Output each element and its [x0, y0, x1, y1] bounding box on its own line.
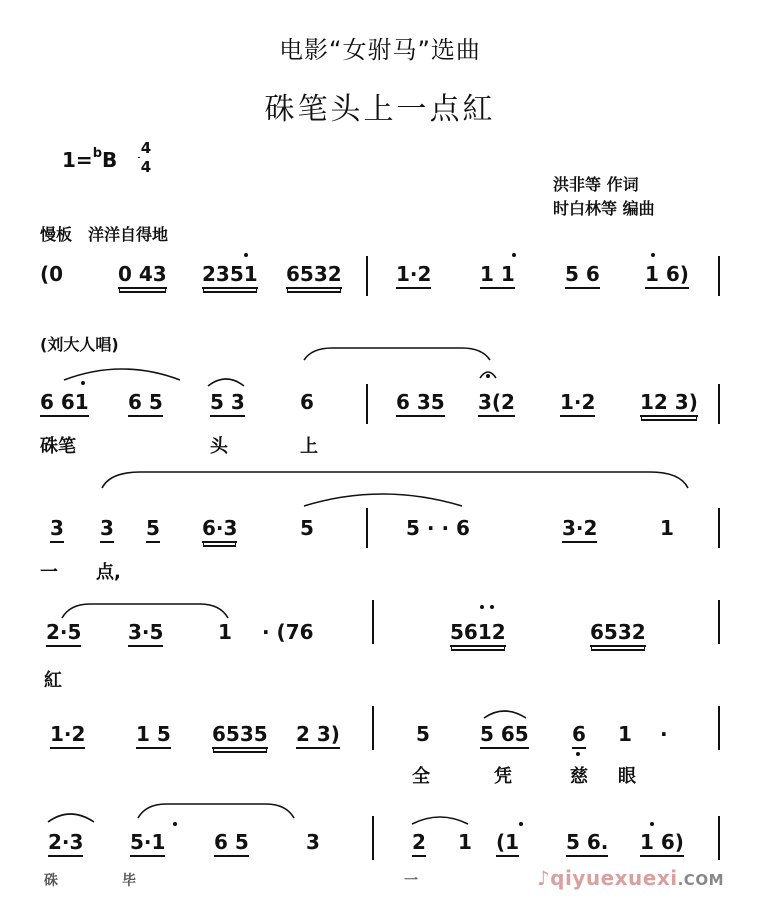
note: 3·5	[128, 620, 163, 644]
bar-line	[718, 600, 720, 644]
slur	[206, 374, 246, 388]
note: 6535	[212, 722, 268, 746]
singer-label: (刘大人唱)	[40, 335, 119, 354]
tempo-marking: 慢板 洋洋自得地	[40, 225, 169, 244]
note: 5·1	[130, 830, 165, 854]
octave-dot	[650, 822, 654, 826]
bar-line	[372, 706, 374, 750]
note: 1 5	[136, 722, 171, 746]
lyric: 眼	[618, 766, 636, 787]
site-watermark: ♪qiyuexuexi.COM	[536, 866, 724, 890]
bar-line	[372, 816, 374, 860]
octave-dot	[651, 253, 655, 257]
note: 5	[146, 516, 160, 540]
lyric: 全	[412, 766, 430, 787]
note: 1 6)	[645, 262, 689, 286]
note: 5612	[450, 620, 506, 644]
note: 3	[306, 830, 320, 854]
bar-line	[366, 256, 368, 296]
note: 1	[660, 516, 674, 540]
note: 1	[618, 722, 632, 746]
bar-line	[366, 384, 368, 424]
bar-line	[372, 600, 374, 644]
lyric: 一	[404, 873, 418, 889]
bar-line	[718, 706, 720, 750]
lyric: 硃笔	[40, 436, 76, 457]
note: 6532	[286, 262, 342, 286]
note: 6 5	[128, 390, 163, 414]
note: 1·2	[560, 390, 595, 414]
lyric: 凭	[494, 766, 512, 787]
octave-dot	[512, 253, 516, 257]
time-signature: 4 4	[136, 140, 156, 175]
lyric: 点,	[96, 562, 121, 583]
note: (1	[496, 830, 519, 854]
note: 1·2	[396, 262, 431, 286]
note: 2·3	[48, 830, 83, 854]
film-title: 电影“女驸马”选曲	[279, 36, 481, 64]
bar-line	[718, 816, 720, 860]
note: 1	[458, 830, 472, 854]
note: 2·5	[46, 620, 81, 644]
note: 6	[572, 722, 586, 746]
slur	[482, 706, 528, 720]
note: 3	[100, 516, 114, 540]
note: 5	[416, 722, 430, 746]
note: 1 1	[480, 262, 515, 286]
note: 2351	[202, 262, 258, 286]
note: 5 6.	[566, 830, 608, 854]
tie	[100, 468, 690, 490]
lyric: 上	[300, 436, 318, 457]
lyricist-credit: 洪非等 作词	[553, 175, 639, 194]
note: (0	[40, 262, 64, 286]
tie	[136, 800, 296, 820]
note: 6 5	[214, 830, 249, 854]
music-note-icon: ♪	[536, 866, 551, 890]
slur	[46, 808, 96, 824]
note: 5	[300, 516, 314, 540]
slur	[410, 812, 470, 826]
note: 6 61	[40, 390, 89, 414]
tie	[60, 600, 230, 620]
octave-dot-low	[576, 752, 580, 756]
key-signature: 1=$^b$B	[62, 146, 118, 172]
lyric: 紅	[44, 670, 62, 691]
bar-line	[366, 508, 368, 548]
note: 1	[218, 620, 232, 644]
note: 6·3	[202, 516, 237, 540]
composer-credit: 时白林等 编曲	[553, 199, 655, 218]
octave-dot	[519, 822, 523, 826]
lyric: 头	[210, 436, 228, 457]
note: ·	[660, 722, 668, 746]
lyric: 慈	[570, 766, 588, 787]
note: 0 43	[118, 262, 167, 286]
note: 1 6)	[640, 830, 684, 854]
octave-dot	[244, 253, 248, 257]
note: 5 3	[210, 390, 245, 414]
note: · (76	[262, 620, 314, 644]
note: 12 3)	[640, 390, 698, 414]
lyric: 毕	[122, 873, 136, 889]
tie	[302, 344, 492, 364]
bar-line	[718, 384, 720, 424]
note: 5 65	[480, 722, 529, 746]
note: 6532	[590, 620, 646, 644]
note: 2	[412, 830, 426, 854]
note: 6	[300, 390, 314, 414]
slur	[62, 364, 182, 384]
bar-line	[718, 256, 720, 296]
slur	[302, 488, 464, 508]
lyric: 一	[40, 562, 58, 583]
bar-line	[718, 508, 720, 548]
note: 3	[50, 516, 64, 540]
note: 3·2	[562, 516, 597, 540]
note: 1·2	[50, 722, 85, 746]
fermata-icon	[478, 366, 498, 380]
song-title: 硃笔头上一点紅	[264, 92, 496, 127]
note: 2 3)	[296, 722, 340, 746]
octave-dot	[81, 381, 85, 385]
note: 6 35	[396, 390, 445, 414]
octave-dot	[480, 605, 484, 609]
octave-dot	[490, 605, 494, 609]
note: 5 6	[565, 262, 600, 286]
lyric: 硃	[44, 873, 58, 889]
note: 3(2	[478, 390, 515, 414]
octave-dot	[173, 822, 177, 826]
note: 5 · · 6	[406, 516, 470, 540]
